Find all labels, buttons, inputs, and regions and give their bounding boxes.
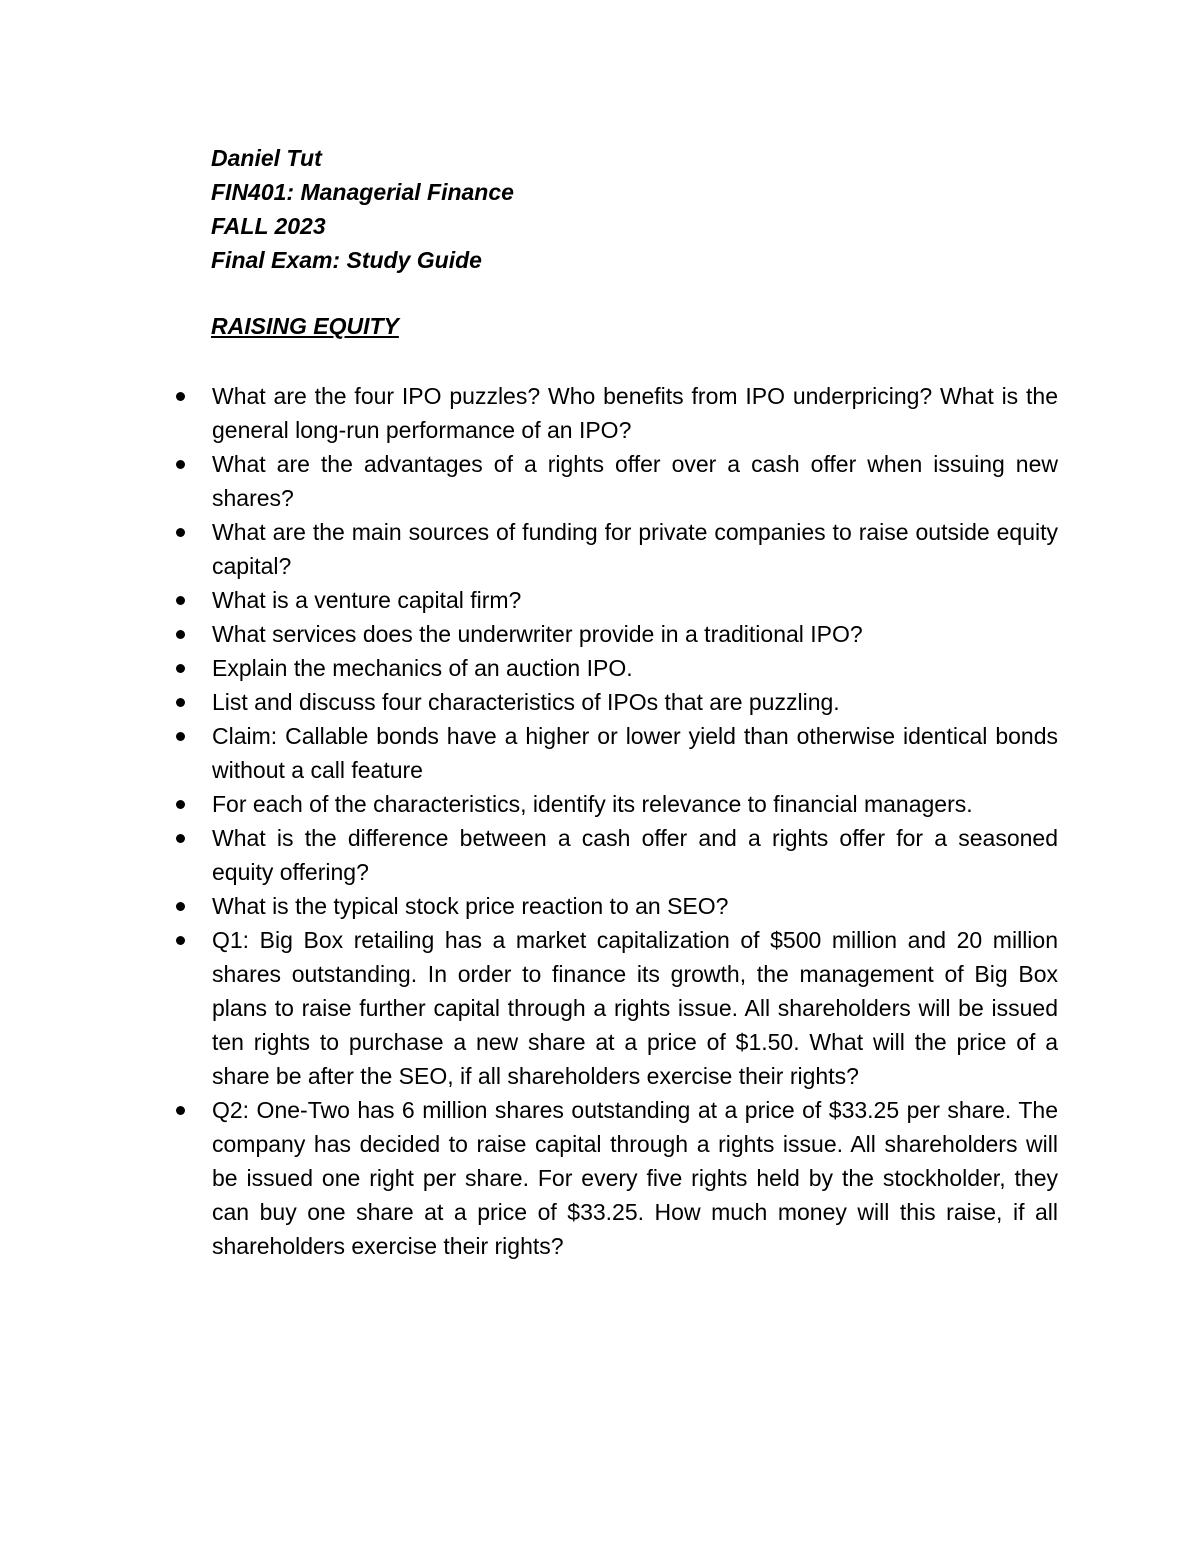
question-text: For each of the characteristics, identify its relevance to financial managers. xyxy=(212,791,973,817)
question-text: Q2: One-Two has 6 million shares outstanding at a price of $33.25 per share. The company has decided to raise capital through a rights issue. All shareholders will be issued one right per share. For every five rights held by the stockholder, they can buy one share at a price of $33.25. How much money will this raise, if all shareholders exercise their rights? xyxy=(212,1097,1058,1259)
question-item xyxy=(0,719,1058,787)
bullet-icon xyxy=(176,392,185,401)
question-text: What is the typical stock price reaction to an SEO? xyxy=(212,893,729,919)
bullet-icon xyxy=(176,732,185,741)
bullet-icon xyxy=(176,800,185,809)
bullet-icon xyxy=(176,596,185,605)
question-item xyxy=(0,889,1058,923)
question-item xyxy=(0,583,1058,617)
bullet-icon xyxy=(176,834,185,843)
question-text: What are the main sources of funding for private companies to raise outside equity capital? xyxy=(212,519,1058,579)
bullet-icon xyxy=(176,698,185,707)
course-name: FIN401: Managerial Finance xyxy=(211,179,514,205)
question-text: Explain the mechanics of an auction IPO. xyxy=(212,655,633,681)
bullet-icon xyxy=(176,902,185,911)
question-item xyxy=(0,1093,1058,1263)
question-text: Q1: Big Box retailing has a market capitalization of $500 million and 20 million shares outstanding. In order to finance its growth, the management of Big Box plans to raise further capital through a rights issue. All shareholders will be issued ten rights to purchase a new share at a price of $1.50. What will the price of a share be after the SEO, if all shareholders exercise their rights? xyxy=(212,927,1058,1089)
bullet-icon xyxy=(176,460,185,469)
question-item xyxy=(0,515,1058,583)
question-text: What is the difference between a cash offer and a rights offer for a seasoned equity offering? xyxy=(212,825,1058,885)
question-item xyxy=(0,685,1058,719)
term: FALL 2023 xyxy=(211,213,326,239)
bullet-icon xyxy=(176,1106,185,1115)
question-item xyxy=(0,379,1058,447)
bullet-icon xyxy=(176,664,185,673)
question-text: What is a venture capital firm? xyxy=(212,587,522,613)
question-item xyxy=(0,923,1058,1093)
question-text: Claim: Callable bonds have a higher or lower yield than otherwise identical bonds without a call feature xyxy=(212,723,1058,783)
bullet-icon xyxy=(176,936,185,945)
question-item xyxy=(0,447,1058,515)
question-text: What are the advantages of a rights offer over a cash offer when issuing new shares? xyxy=(212,451,1058,511)
bullet-icon xyxy=(176,528,185,537)
document-header xyxy=(211,141,1071,277)
bullet-icon xyxy=(176,630,185,639)
document-title: Final Exam: Study Guide xyxy=(211,247,482,273)
question-item xyxy=(0,651,1058,685)
question-text: List and discuss four characteristics of IPOs that are puzzling. xyxy=(212,689,840,715)
question-item xyxy=(0,787,1058,821)
question-item xyxy=(0,617,1058,651)
author-name: Daniel Tut xyxy=(211,145,322,171)
section-title: RAISING EQUITY xyxy=(211,313,399,339)
question-text: What are the four IPO puzzles? Who benefits from IPO underpricing? What is the general long-run performance of an IPO? xyxy=(212,383,1058,443)
question-text: What services does the underwriter provide in a traditional IPO? xyxy=(212,621,863,647)
question-list xyxy=(0,379,1200,1263)
question-item xyxy=(0,821,1058,889)
